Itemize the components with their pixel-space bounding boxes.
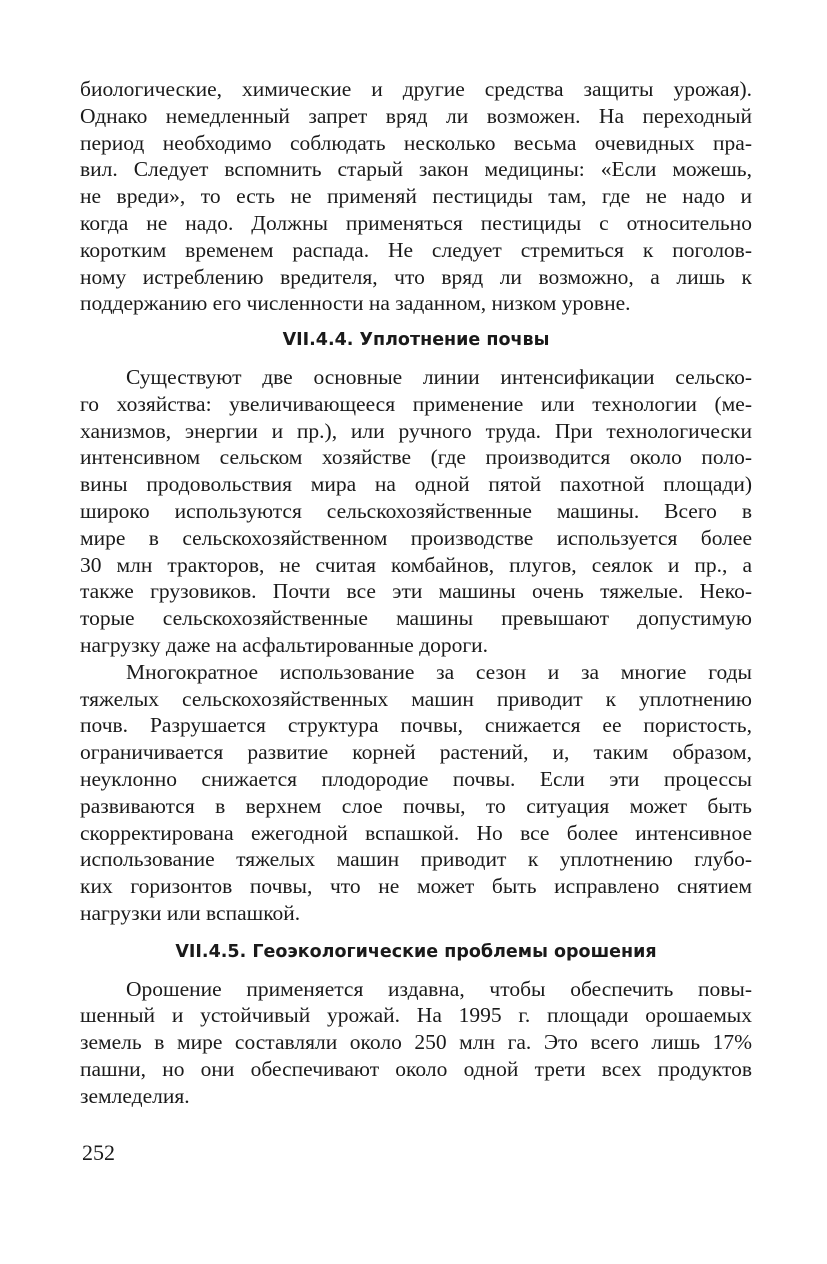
text-line: почв. Разрушается структура почвы, снижается ее пористость, <box>80 713 752 738</box>
page-content <box>80 76 752 1109</box>
text-line: мире в сельскохозяйственном производстве используется более <box>80 525 752 550</box>
text-line: также грузовиков. Почти все эти машины очень тяжелые. Неко- <box>80 579 752 604</box>
text-line: тяжелых сельскохозяйственных машин приводит к уплотнению <box>80 686 752 711</box>
text-line: неуклонно снижается плодородие почвы. Если эти процессы <box>80 766 752 791</box>
text-line: ких горизонтов почвы, что не может быть исправлено снятием <box>80 874 752 899</box>
paragraph-continued <box>80 76 752 317</box>
text-line: скорректирована ежегодной вспашкой. Но все более интенсивное <box>80 820 752 845</box>
text-line: развиваются в верхнем слое почвы, то ситуация может быть <box>80 793 752 818</box>
text-line: пашни, но они обеспечивают около одной трети всех продуктов <box>80 1056 752 1081</box>
text-line: Орошение применяется издавна, чтобы обеспечить повы- <box>126 976 752 1001</box>
text-line: го хозяйства: увеличивающееся применение или технологии (ме- <box>80 391 752 416</box>
text-line: торые сельскохозяйственные машины превышают допустимую <box>80 606 752 631</box>
text-line: период необходимо соблюдать несколько весьма очевидных пра- <box>80 130 752 155</box>
text-line: Существуют две основные линии интенсификации сельско- <box>126 364 752 389</box>
text-line: нагрузку даже на асфальтированные дороги. <box>80 632 489 657</box>
paragraph-irrigation <box>80 976 752 1110</box>
text-line: ному истреблению вредителя, что вряд ли возможно, а лишь к <box>80 264 752 289</box>
text-line: Многократное использование за сезон и за многие годы <box>126 659 752 684</box>
page-number: 252 <box>82 1140 115 1165</box>
text-line: ограничивается развитие корней растений, и, таким образом, <box>80 740 752 765</box>
text-line: биологические, химические и другие средства защиты урожая). <box>80 77 752 101</box>
text-line: использование тяжелых машин приводит к уплотнению глубо- <box>80 847 752 872</box>
text-line: шенный и устойчивый урожай. На 1995 г. площади орошаемых <box>80 1003 752 1028</box>
text-line: широко используются сельскохозяйственные машины. Всего в <box>80 498 752 523</box>
text-line: ханизмов, энергии и пр.), или ручного труда. При технологически <box>80 418 752 443</box>
text-line: поддержанию его численности на заданном, низком уровне. <box>80 291 631 316</box>
section-heading-irrigation: VII.4.5. Геоэкологические проблемы орошения <box>175 941 657 962</box>
paragraph-machines-compaction <box>80 659 752 927</box>
text-line: не вреди», то есть не применяй пестициды там, где не надо и <box>80 184 752 209</box>
text-line: земледелия. <box>80 1083 190 1108</box>
text-line: Однако немедленный запрет вряд ли возможен. На переходный <box>80 103 752 128</box>
text-line: когда не надо. Должны применяться пестициды с относительно <box>80 210 752 235</box>
text-line: вины продовольствия мира на одной пятой пахотной площади) <box>80 472 752 497</box>
section-heading-soil-compaction: VII.4.4. Уплотнение почвы <box>282 330 550 351</box>
paragraph-intensification <box>80 364 752 659</box>
text-line: земель в мире составляли около 250 млн га. Это всего лишь 17% <box>80 1030 752 1055</box>
text-line: вил. Следует вспомнить старый закон медицины: «Если можешь, <box>80 157 752 182</box>
text-line: интенсивном сельском хозяйстве (где производится около поло- <box>80 445 752 470</box>
text-line: нагрузки или вспашкой. <box>80 900 301 925</box>
text-line: 30 млн тракторов, не считая комбайнов, плугов, сеялок и пр., а <box>80 552 752 577</box>
text-line: коротким временем распада. Не следует стремиться к поголов- <box>80 237 752 262</box>
